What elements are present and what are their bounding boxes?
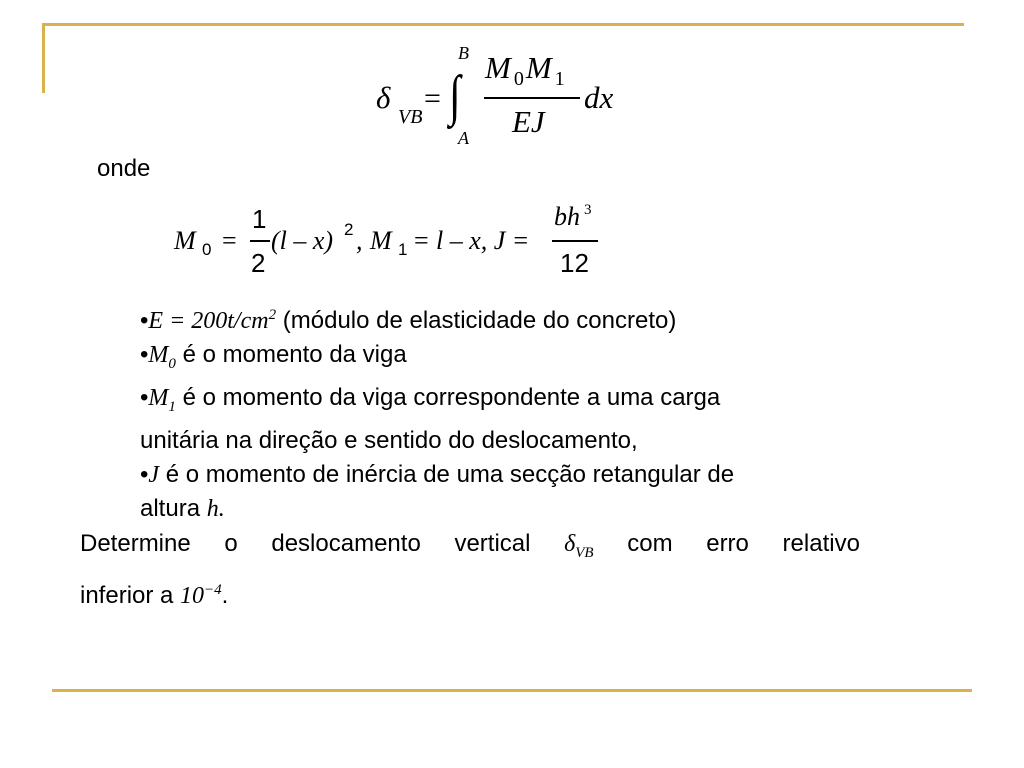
upper-limit: B [458, 43, 469, 63]
frame-left-rule [42, 23, 45, 93]
bullet-j-symbol: J [148, 461, 160, 488]
task-line-2 [80, 582, 860, 610]
task-line-1 [80, 530, 860, 566]
paren-expression: (l – x) [271, 226, 334, 255]
differential: dx [584, 80, 614, 115]
frame-bottom-rule [52, 689, 972, 692]
m1-symbol: M [370, 226, 392, 255]
task-word-1: Determine [80, 530, 191, 557]
bullet-j-continuation [140, 492, 880, 526]
task-statement [80, 530, 860, 610]
expression-j: l – x, J = [436, 226, 530, 255]
numerator-m0: M [485, 50, 511, 85]
task-line-2-text: inferior a [80, 582, 181, 609]
task-word-7: relativo [782, 530, 860, 557]
onde-label: onde [97, 155, 151, 182]
main-formula [372, 40, 632, 150]
task-word-6: erro [706, 530, 749, 557]
task-delta-symbol: δ [564, 531, 576, 557]
bullet-m1-text: é o momento da viga correspondente a uma carga [175, 383, 721, 411]
frac2-bar [552, 240, 598, 242]
integral-sign: ∫ [449, 65, 461, 127]
task-word-4: vertical [454, 530, 531, 557]
task-word-2: o [224, 530, 238, 557]
definitions-formula [174, 200, 614, 280]
bullet-m0-symbol: M [148, 342, 169, 368]
numerator-m1: M [525, 50, 552, 85]
paren-exponent: 2 [344, 220, 354, 239]
bullet-j-text: é o momento de inércia de uma secção retangular de [159, 460, 735, 488]
m1-subscript: 1 [398, 240, 408, 259]
frac2-numerator: bh [554, 202, 580, 231]
task-exponent: −4 [204, 582, 222, 598]
frac1-numerator: 1 [252, 204, 267, 234]
bullet-m0-text: é o momento da viga [175, 341, 407, 368]
definitions-list [140, 298, 880, 526]
bullet-m0: $•M_0$ é o momento da viga [140, 341, 407, 372]
numerator [485, 50, 567, 91]
equals-2: = [414, 226, 429, 255]
delta-subscript: VB [398, 106, 423, 128]
task-word-3: deslocamento [271, 530, 421, 557]
denominator: EJ [512, 104, 545, 139]
frac1-bar [250, 240, 270, 242]
task-word-5: com [627, 530, 673, 557]
task-period: . [221, 582, 229, 609]
frac2-denominator: 12 [560, 248, 589, 278]
bullet-j: •J é o momento de inércia de uma secção retangular de [140, 460, 735, 488]
bullet-e-symbol: E = 200t/cm [148, 308, 269, 334]
m0-symbol: M [174, 226, 196, 255]
equals-1: = [222, 226, 237, 255]
numerator-sub0: 0 [513, 68, 524, 90]
bullet-e: •E = $200t/cm^2$ (módulo de elasticidade do concreto) [140, 307, 677, 334]
task-delta-subscript: VB [575, 544, 594, 561]
equals-sign: = [424, 82, 441, 115]
m0-subscript: 0 [202, 240, 212, 259]
bullet-j-cont-text: altura [140, 494, 207, 522]
bullet-m1-subscript: 1 [168, 398, 176, 415]
lower-limit: A [458, 128, 469, 148]
bullet-m1: $•M_1$ é o momento da viga correspondente a uma carga [140, 383, 721, 415]
frac1-denominator: 2 [251, 248, 266, 278]
task-delta [564, 530, 593, 562]
fraction-bar [484, 97, 580, 99]
delta-symbol: δ [376, 80, 391, 115]
frame-top-rule [42, 23, 964, 26]
bullet-m1-symbol: M [148, 384, 169, 411]
numerator-sub1: 1 [554, 68, 565, 90]
bullet-e-exponent: 2 [268, 307, 277, 323]
task-base: 10 [180, 583, 205, 609]
frac2-exponent: 3 [584, 202, 592, 218]
bullet-j-h: h. [206, 495, 225, 522]
comma: , [356, 226, 363, 255]
bullet-e-text: (módulo de elasticidade do concreto) [276, 307, 677, 334]
bullet-m1-continuation: unitária na direção e sentido do deslocamento, [140, 426, 638, 454]
bullet-m0-subscript: 0 [168, 355, 176, 372]
